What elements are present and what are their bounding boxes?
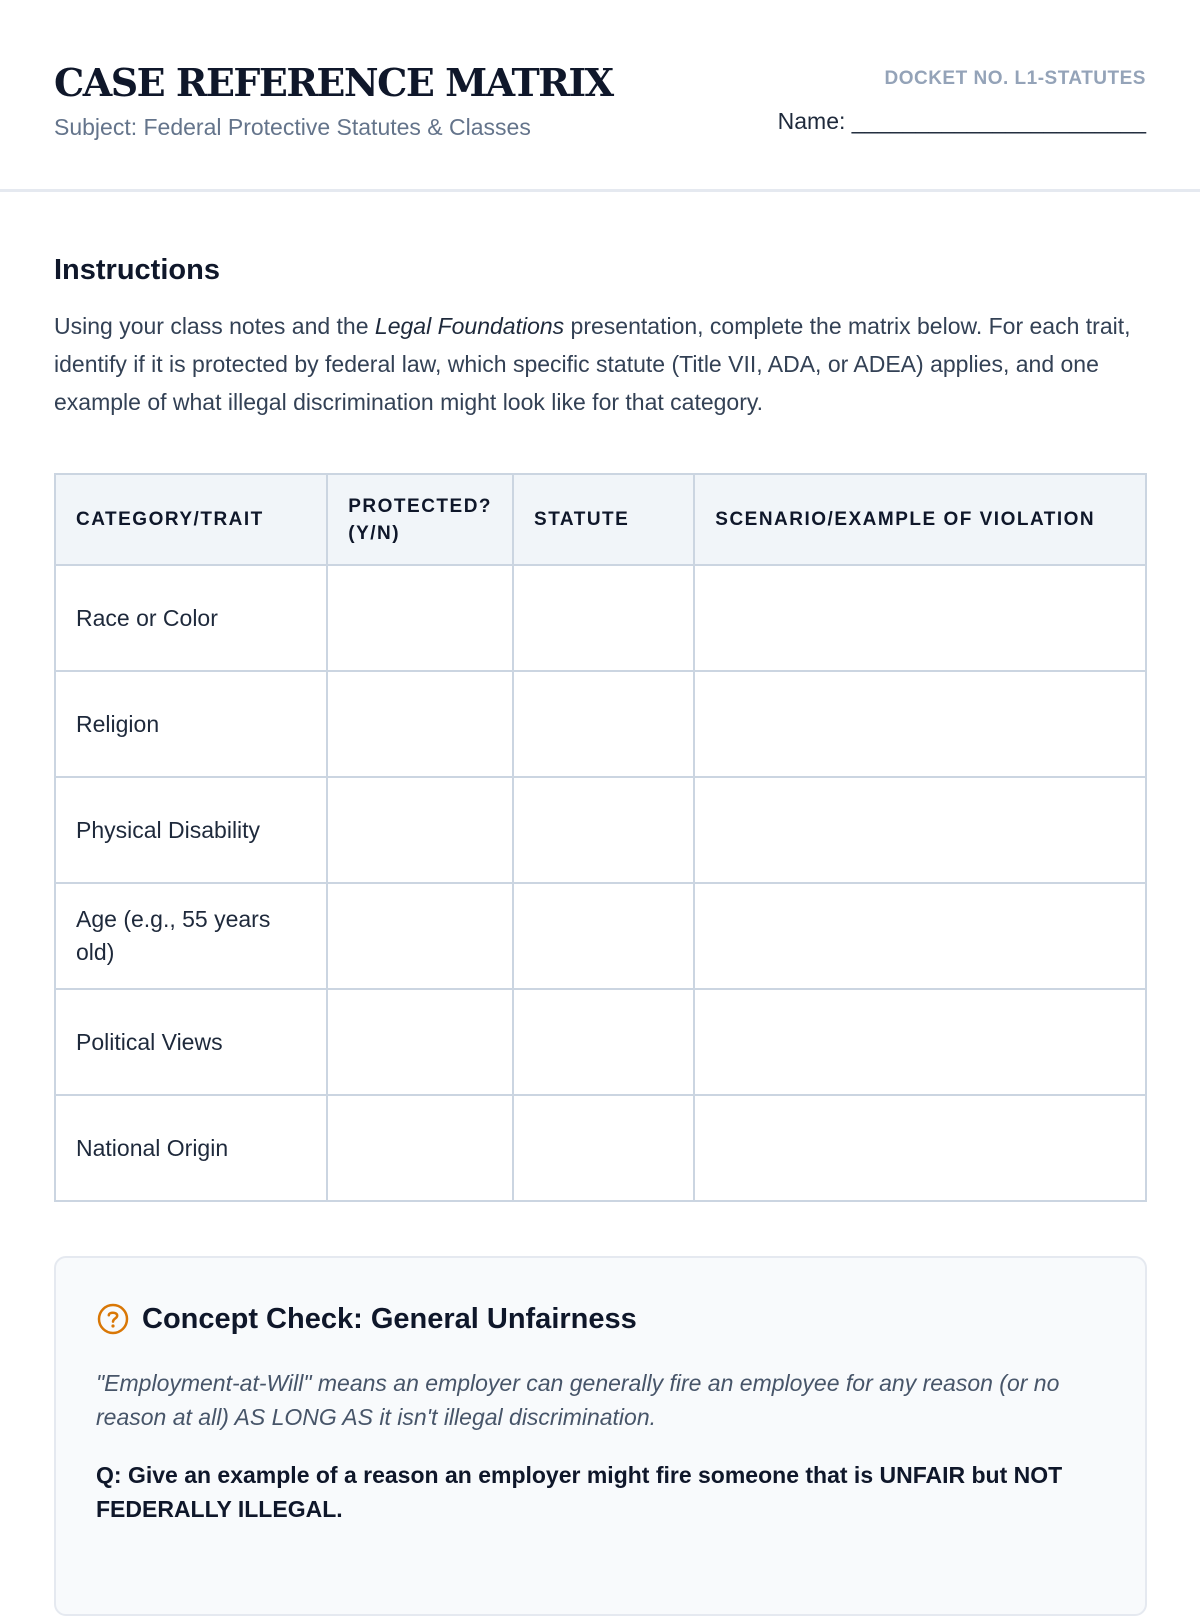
header-protected: PROTECTED? (Y/N) xyxy=(327,474,513,565)
protected-answer-cell[interactable] xyxy=(327,565,513,671)
trait-cell: National Origin xyxy=(55,1095,327,1201)
instructions-text xyxy=(54,307,1146,421)
header-left xyxy=(54,56,613,141)
statute-answer-cell[interactable] xyxy=(513,989,694,1095)
protected-answer-cell[interactable] xyxy=(327,777,513,883)
trait-cell: Race or Color xyxy=(55,565,327,671)
table-header-row xyxy=(55,474,1146,565)
reference-matrix-table xyxy=(54,473,1147,1202)
page-header xyxy=(0,0,1200,192)
protected-answer-cell[interactable] xyxy=(327,671,513,777)
concept-check-box xyxy=(54,1256,1147,1616)
concept-check-quote: "Employment-at-Will" means an employer can generally fire an employee for any reason (or no reason at all) AS LONG AS it isn't illegal discrimination. xyxy=(96,1370,1060,1430)
scenario-answer-cell[interactable] xyxy=(694,671,1146,777)
statute-answer-cell[interactable] xyxy=(513,883,694,989)
header-statute: STATUTE xyxy=(513,474,694,565)
concept-check-title: Concept Check: General Unfairness xyxy=(142,1302,637,1335)
protected-answer-cell[interactable] xyxy=(327,1095,513,1201)
statute-answer-cell[interactable] xyxy=(513,777,694,883)
protected-answer-cell[interactable] xyxy=(327,883,513,989)
instructions-text-before: Using your class notes and the xyxy=(54,313,375,339)
concept-check-header xyxy=(96,1302,1105,1336)
scenario-answer-cell[interactable] xyxy=(694,1095,1146,1201)
protected-answer-cell[interactable] xyxy=(327,989,513,1095)
main-content xyxy=(0,254,1200,1616)
table-row xyxy=(55,1095,1146,1201)
scenario-answer-cell[interactable] xyxy=(694,989,1146,1095)
trait-cell: Age (e.g., 55 years old) xyxy=(55,883,327,989)
trait-cell: Political Views xyxy=(55,989,327,1095)
docket-number: DOCKET NO. L1-STATUTES xyxy=(884,68,1146,89)
table-row xyxy=(55,565,1146,671)
page-title: CASE REFERENCE MATRIX xyxy=(54,60,613,105)
instructions-title: Instructions xyxy=(54,254,220,286)
trait-cell: Religion xyxy=(55,671,327,777)
table-row xyxy=(55,671,1146,777)
instructions-emphasis: Legal Foundations xyxy=(374,313,565,339)
scenario-answer-cell[interactable] xyxy=(694,777,1146,883)
concept-check-question: Q: Give an example of a reason an employer might fire someone that is UNFAIR but NOT FEDERALLY ILLEGAL. xyxy=(96,1462,1063,1522)
header-scenario: SCENARIO/EXAMPLE OF VIOLATION xyxy=(694,474,1146,565)
question-circle-icon xyxy=(96,1302,130,1336)
statute-answer-cell[interactable] xyxy=(513,1095,694,1201)
page-subject: Subject: Federal Protective Statutes & Classes xyxy=(54,114,531,140)
statute-answer-cell[interactable] xyxy=(513,671,694,777)
header-category: CATEGORY/TRAIT xyxy=(55,474,327,565)
scenario-answer-cell[interactable] xyxy=(694,883,1146,989)
trait-cell: Physical Disability xyxy=(55,777,327,883)
table-row xyxy=(55,989,1146,1095)
table-row xyxy=(55,777,1146,883)
table-row xyxy=(55,883,1146,989)
header-right xyxy=(778,56,1146,135)
instructions-text-after: presentation, complete the matrix below. For each trait, identify if it is protected by federal law, which specific statute (Title VII, ADA, or ADEA) applies, and one example of what illegal discrimination might look like for that category. xyxy=(54,313,1131,415)
scenario-answer-cell[interactable] xyxy=(694,565,1146,671)
statute-answer-cell[interactable] xyxy=(513,565,694,671)
name-field[interactable]: Name: _______________________ xyxy=(777,108,1146,134)
